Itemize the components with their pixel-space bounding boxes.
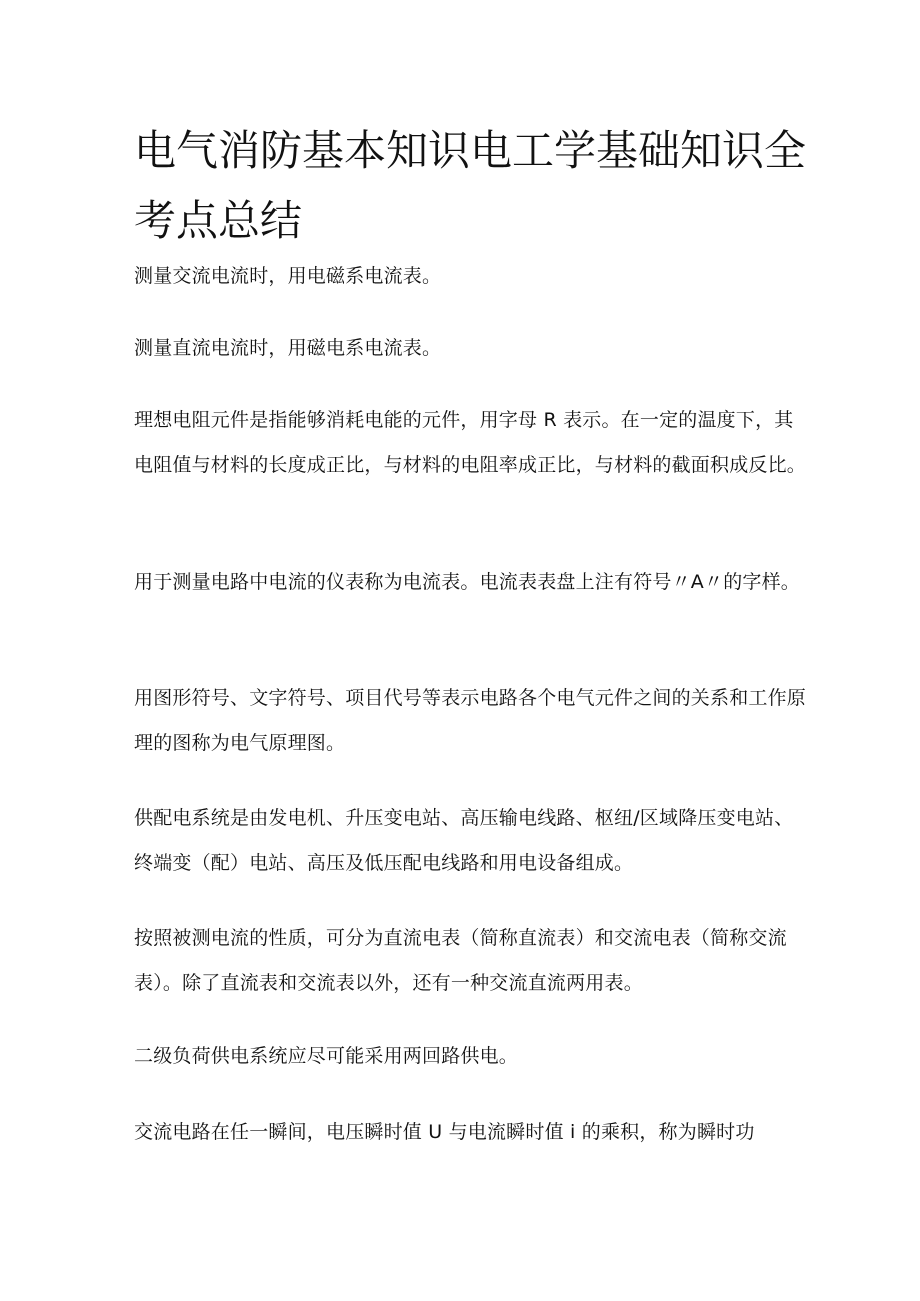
paragraph-secondary-load: 二级负荷供电系统应尽可能采用两回路供电。 xyxy=(134,1045,519,1067)
paragraph-ammeter: 用于测量电路中电流的仪表称为电流表。电流表表盘上注有符号〃A〃的字样。 xyxy=(134,571,800,593)
document-title: 电气消防基本知识电工学基础知识全考点总结 xyxy=(134,126,807,245)
paragraph-instantaneous-power: 交流电路在任一瞬间，电压瞬时值 U 与电流瞬时值 i 的乘积，称为瞬时功 xyxy=(134,1121,755,1143)
paragraph-meter-classification: 按照被测电流的性质，可分为直流电表（简称直流表）和交流电表（简称交流表）。除了直流表和交流表以外，还有一种交流直流两用表。 xyxy=(134,927,787,994)
paragraph-ideal-resistor: 理想电阻元件是指能够消耗电能的元件，用字母 R 表示。在一定的温度下，其电阻值与材料的长度成正比，与材料的电阻率成正比，与材料的截面积成反比。 xyxy=(134,409,807,476)
paragraph-dc-current-measurement: 测量直流电流时，用磁电系电流表。 xyxy=(134,337,442,359)
paragraph-schematic-diagram: 用图形符号、文字符号、项目代号等表示电路各个电气元件之间的关系和工作原理的图称为电气原理图。 xyxy=(134,687,807,754)
paragraph-ac-current-measurement: 测量交流电流时，用电磁系电流表。 xyxy=(134,265,442,287)
paragraph-power-supply-system: 供配电系统是由发电机、升压变电站、高压输电线路、枢纽/区域降压变电站、终端变（配）电站、高压及低压配电线路和用电设备组成。 xyxy=(134,807,794,874)
